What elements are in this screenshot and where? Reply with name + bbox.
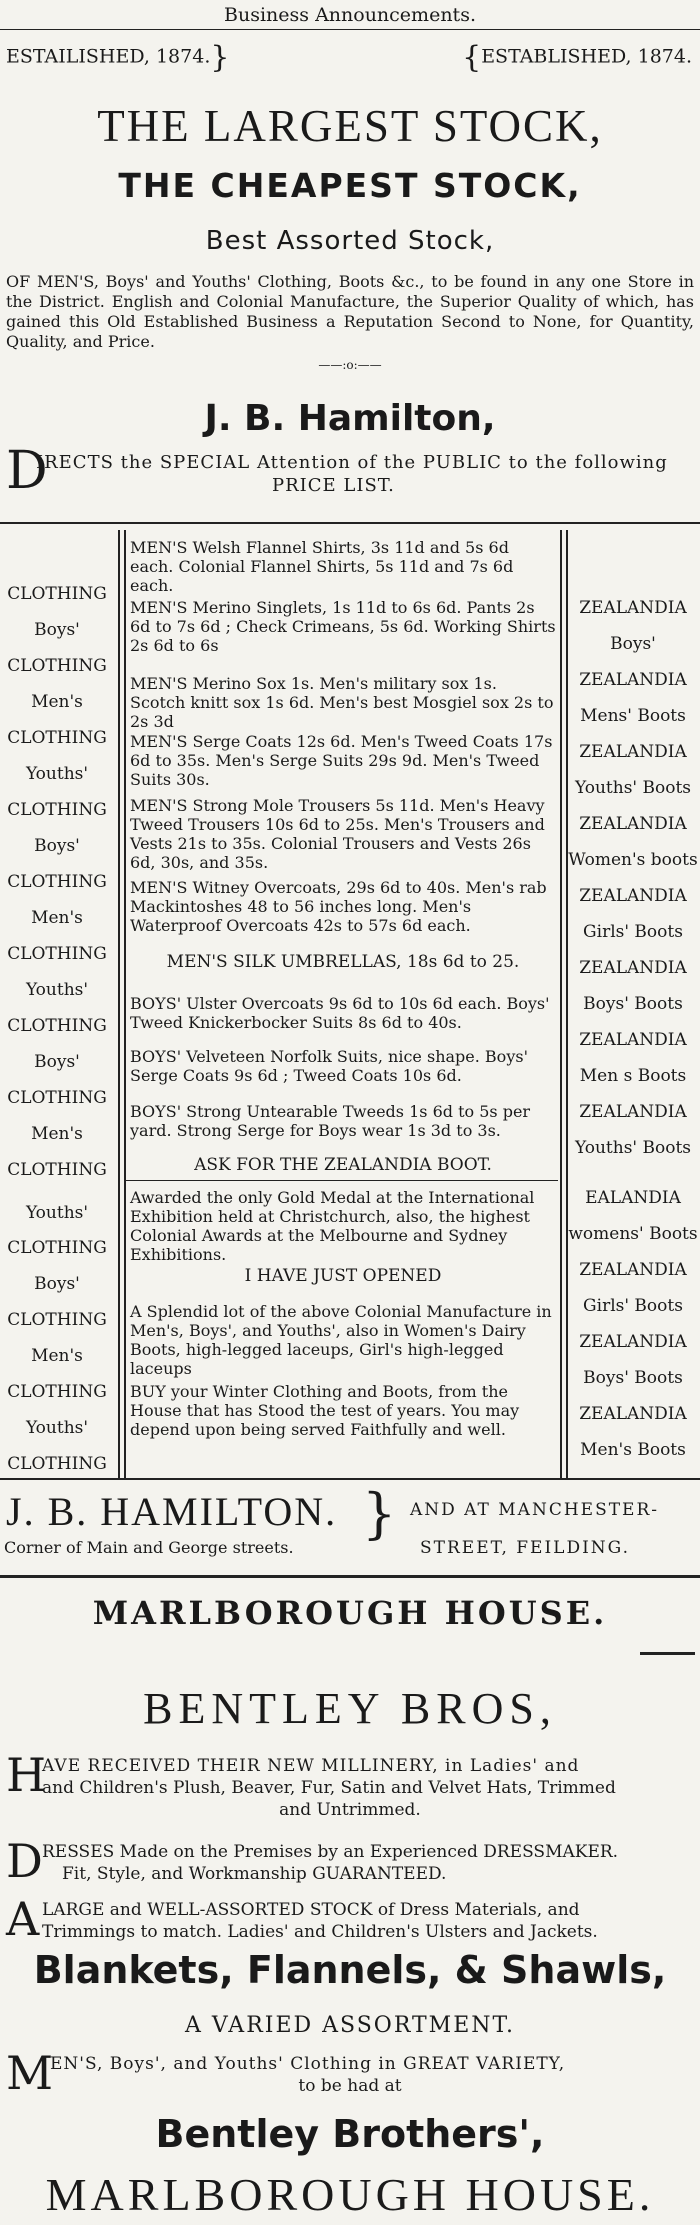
established-right-text: ESTABLISHED, 1874. <box>481 45 692 68</box>
right-col-14: ZEALANDIA <box>579 1102 687 1122</box>
ornament-divider: ——:o:—— <box>318 358 382 372</box>
right-col-18: ZEALANDIA <box>579 1260 687 1280</box>
headline-largest-stock: THE LARGEST STOCK, <box>97 101 603 151</box>
directs-line-1: IRECTS the SPECIAL Attention of the PUBLIC to the following <box>36 452 668 473</box>
left-col-8: CLOTHING <box>7 872 107 892</box>
section-header: Business Announcements. <box>224 4 476 26</box>
left-col-2: CLOTHING <box>7 656 107 676</box>
ad-separator-rule <box>0 1575 700 1578</box>
footer-brace: } <box>362 1482 397 1545</box>
header-rule <box>0 29 700 30</box>
price-item-8: BOYS' Velveteen Norfolk Suits, nice shape. Boys' Serge Coats 9s 6d ; Tweed Coats 10s 6d. <box>130 1047 528 1085</box>
left-col-11: Youths' <box>25 980 89 1000</box>
footer-branch-line-2: STREET, FEILDING. <box>420 1538 631 1558</box>
winter-text: BUY your Winter Clothing and Boots, from the House that has Stood the test of years. You may depend upon being served Faithfully and well. <box>130 1382 520 1439</box>
price-item-7: BOYS' Ulster Overcoats 9s 6d to 10s 6d each. Boys' Tweed Knickerbocker Suits 8s 6d to 40s. <box>130 994 550 1032</box>
right-col-0: ZEALANDIA <box>579 598 687 618</box>
left-col-9: Men's <box>31 908 83 928</box>
right-col-11: Boys' Boots <box>583 994 683 1014</box>
opened-text: A Splendid lot of the above Colonial Manufacture in Men's, Boys', and Youths', also in Women's Dairy Boots, high-legged laceups, Girl's high-legged laceups <box>130 1302 552 1378</box>
established-left <box>6 40 229 75</box>
left-col-4: CLOTHING <box>7 728 107 748</box>
right-col-4: ZEALANDIA <box>579 742 687 762</box>
right-col-23: Men's Boots <box>580 1440 686 1460</box>
dresses-line-2: Fit, Style, and Workmanship GUARANTEED. <box>62 1864 447 1884</box>
price-item-4: MEN'S Strong Mole Trousers 5s 11d. Men's Heavy Tweed Trousers 10s 6d to 25s. Men's Trousers and Vests 21s to 35s. Colonial Trousers and Vests 26s 6d, 30s, and 35s. <box>130 796 545 872</box>
price-item-3: MEN'S Serge Coats 12s 6d. Men's Tweed Coats 17s 6d to 35s. Men's Serge Suits 29s 9d. Men's Tweed Suits 30s. <box>130 732 553 789</box>
blankets-heading: Blankets, Flannels, & Shawls, <box>33 1948 667 1992</box>
marlborough-house-heading: MARLBOROUGH HOUSE. <box>92 1594 608 1632</box>
left-col-5: Youths' <box>25 764 89 784</box>
right-col-8: ZEALANDIA <box>579 886 687 906</box>
marlborough-house-footer: MARLBOROUGH HOUSE. <box>45 2169 655 2220</box>
right-col-15: Youths' Boots <box>574 1138 692 1158</box>
short-rule <box>640 1652 695 1655</box>
intro-paragraph: OF MEN'S, Boys' and Youths' Clothing, Boots &c., to be found in any one Store in the District. English and Colonial Manufacture, the Superior Quality of which, has gained this Old Established Business a Reputation Second to None, for Quantity, Quality, and Price. <box>6 272 694 351</box>
varied-assortment: A VARIED ASSORTMENT. <box>185 2013 515 2038</box>
clothing-line-1: EN'S, Boys', and Youths' Clothing in GREAT VARIETY, <box>50 2054 566 2074</box>
right-col-16: EALANDIA <box>585 1188 681 1208</box>
price-item-1: MEN'S Merino Singlets, 1s 11d to 6s 6d. Pants 2s 6d to 7s 6d ; Check Crimeans, 5s 6d. Working Shirts 2s 6d to 6s <box>130 598 556 655</box>
left-col-24: CLOTHING <box>7 1454 107 1474</box>
right-col-22: ZEALANDIA <box>579 1404 687 1424</box>
left-col-12: CLOTHING <box>7 1016 107 1036</box>
established-right <box>462 40 692 75</box>
price-list-top-rule <box>0 522 700 524</box>
merchant-name: J. B. Hamilton, <box>204 398 496 439</box>
price-list-bottom-rule <box>0 1478 700 1480</box>
left-col-0: CLOTHING <box>7 584 107 604</box>
price-item-0: MEN'S Welsh Flannel Shirts, 3s 11d and 5s 6d each. Colonial Flannel Shirts, 5s 11d and 7s 6d each. <box>130 538 514 595</box>
left-col-7: Boys' <box>34 836 80 856</box>
right-column-divider <box>560 530 562 1480</box>
right-col-9: Girls' Boots <box>583 922 683 942</box>
right-col-7: Women's boots <box>568 850 698 870</box>
footer-branch-line-1: AND AT MANCHESTER- <box>410 1500 660 1520</box>
left-col-20: CLOTHING <box>7 1310 107 1330</box>
footer-address: Corner of Main and George streets. <box>4 1538 294 1557</box>
left-col-22: CLOTHING <box>7 1382 107 1402</box>
clothing-line-2: to be had at <box>298 2076 402 2096</box>
price-item-2: MEN'S Merino Sox 1s. Men's military sox 1s. Scotch knitt sox 1s 6d. Men's best Mosgiel sox 2s to 2s 3d <box>130 674 554 731</box>
right-col-5: Youths' Boots <box>574 778 692 798</box>
bentley-brothers-heading: Bentley Brothers', <box>155 2112 545 2156</box>
drop-cap-d-2: D <box>6 1834 43 1888</box>
drop-cap-d: D <box>6 441 48 501</box>
left-col-3: Men's <box>31 692 83 712</box>
zealandia-heading: ASK FOR THE ZEALANDIA BOOT. <box>194 1155 492 1175</box>
brace-right: } <box>210 40 230 75</box>
left-col-15: Men's <box>31 1124 83 1144</box>
footer-merchant-name: J. B. HAMILTON. <box>6 1489 338 1534</box>
millinery-line-1: AVE RECEIVED THEIR NEW MILLINERY, in Ladies' and <box>42 1756 580 1776</box>
right-col-13: Men s Boots <box>579 1066 687 1086</box>
left-col-23: Youths' <box>25 1418 89 1438</box>
drop-cap-h: H <box>6 1748 47 1802</box>
right-col-17: womens' Boots <box>568 1224 698 1244</box>
zealandia-rule <box>126 1180 558 1181</box>
right-col-6: ZEALANDIA <box>579 814 687 834</box>
left-col-13: Boys' <box>34 1052 80 1072</box>
drop-cap-a: A <box>6 1892 40 1946</box>
right-col-3: Mens' Boots <box>580 706 686 726</box>
left-col-18: CLOTHING <box>7 1238 107 1258</box>
price-item-9: BOYS' Strong Untearable Tweeds 1s 6d to 5s per yard. Strong Serge for Boys wear 1s 3d to 3s. <box>130 1102 531 1140</box>
opened-heading: I HAVE JUST OPENED <box>244 1266 442 1286</box>
left-column-divider <box>118 530 120 1480</box>
left-col-6: CLOTHING <box>7 800 107 820</box>
left-column-divider-2 <box>124 530 126 1480</box>
price-item-5: MEN'S Witney Overcoats, 29s 6d to 40s. Men's rab Mackintoshes 48 to 56 inches long. Men's Waterproof Overcoats 42s to 57s 6d each. <box>130 878 547 935</box>
right-col-2: ZEALANDIA <box>579 670 687 690</box>
millinery-line-3: and Untrimmed. <box>279 1800 421 1820</box>
left-col-21: Men's <box>31 1346 83 1366</box>
right-col-12: ZEALANDIA <box>579 1030 687 1050</box>
established-left-text: ESTAILISHED, 1874. <box>6 45 211 68</box>
directs-line-2: PRICE LIST. <box>272 475 395 496</box>
left-col-1: Boys' <box>34 620 80 640</box>
stock-line-1: LARGE and WELL-ASSORTED STOCK of Dress Materials, and <box>42 1900 580 1920</box>
right-col-1: Boys' <box>610 634 656 654</box>
headline-best-assorted: Best Assorted Stock, <box>205 226 495 256</box>
drop-cap-m: M <box>6 2046 54 2100</box>
bentley-bros-heading: BENTLEY BROS, <box>143 1684 557 1733</box>
zealandia-text: Awarded the only Gold Medal at the International Exhibition held at Christchurch, also, the highest Colonial Awards at the Melbourne and Sydney Exhibitions. <box>130 1188 535 1264</box>
right-col-19: Girls' Boots <box>583 1296 683 1316</box>
stock-line-2: Trimmings to match. Ladies' and Children's Ulsters and Jackets. <box>42 1922 598 1942</box>
dresses-line-1: RESSES Made on the Premises by an Experienced DRESSMAKER. <box>42 1842 619 1862</box>
brace-left: { <box>462 40 482 75</box>
left-col-17: Youths' <box>25 1203 89 1223</box>
right-col-20: ZEALANDIA <box>579 1332 687 1352</box>
headline-cheapest-stock: THE CHEAPEST STOCK, <box>118 166 582 205</box>
left-col-16: CLOTHING <box>7 1160 107 1180</box>
right-col-10: ZEALANDIA <box>579 958 687 978</box>
left-col-10: CLOTHING <box>7 944 107 964</box>
right-col-21: Boys' Boots <box>583 1368 683 1388</box>
left-col-19: Boys' <box>34 1274 80 1294</box>
millinery-line-2: and Children's Plush, Beaver, Fur, Satin and Velvet Hats, Trimmed <box>42 1778 616 1798</box>
left-col-14: CLOTHING <box>7 1088 107 1108</box>
price-item-6: MEN'S SILK UMBRELLAS, 18s 6d to 25. <box>166 952 520 972</box>
